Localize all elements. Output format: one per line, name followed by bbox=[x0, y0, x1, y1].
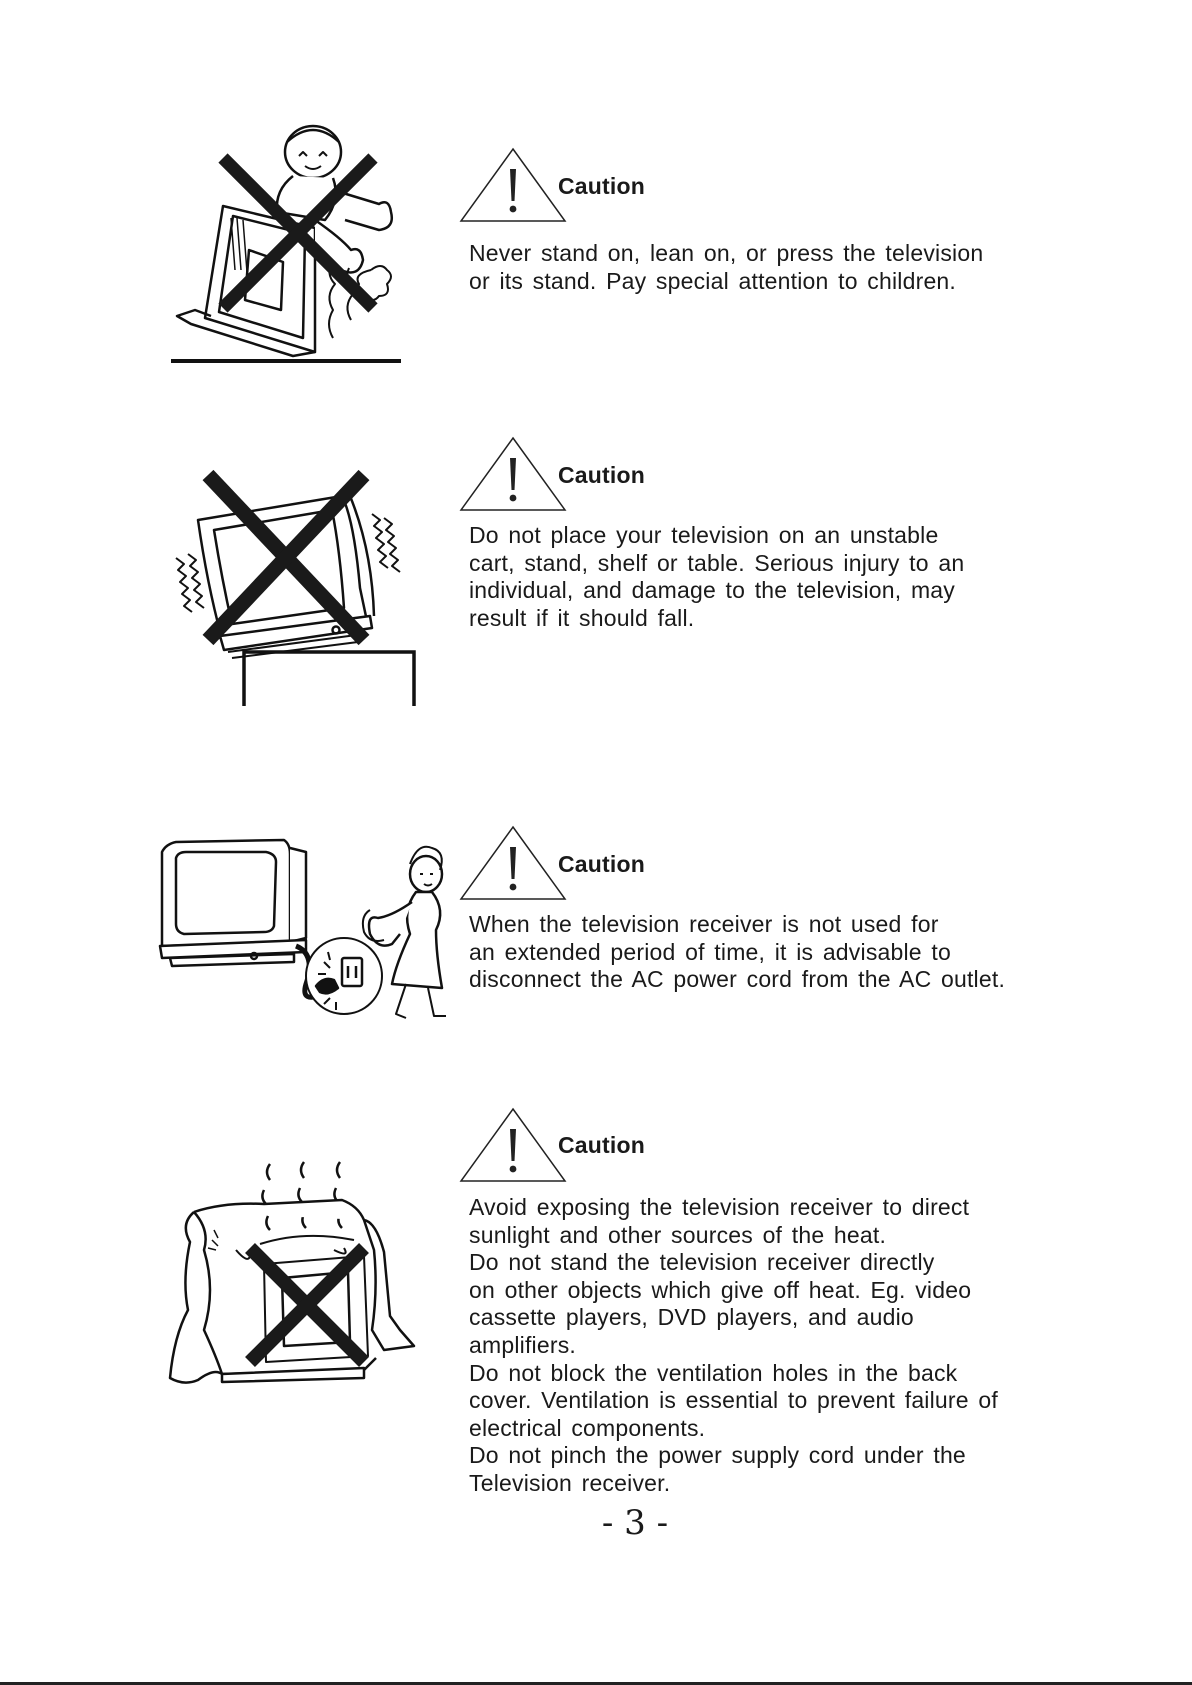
text-line: Do not stand the television receiver directly bbox=[469, 1249, 935, 1276]
text-line: an extended period of time, it is advisable to bbox=[469, 938, 951, 965]
warning-triangle-icon bbox=[459, 147, 567, 223]
caution-text bbox=[469, 1194, 1069, 1498]
caution-heading: Caution bbox=[558, 173, 645, 199]
warning-triangle-icon bbox=[459, 436, 567, 512]
text-line: individual, and damage to the television, may bbox=[469, 577, 956, 604]
caution-heading: Caution bbox=[558, 851, 645, 877]
text-line: cover. Ventilation is essential to prevent failure of bbox=[469, 1387, 998, 1414]
warning-triangle-icon bbox=[459, 1107, 567, 1183]
covered-tv-overheating-prohibited-icon bbox=[164, 1160, 424, 1400]
text-line: Never stand on, lean on, or press the television bbox=[469, 240, 984, 266]
caution-text bbox=[469, 911, 1069, 994]
caution-heading: Caution bbox=[558, 462, 645, 488]
text-line: disconnect the AC power cord from the AC outlet. bbox=[469, 966, 1006, 993]
caution-text bbox=[469, 522, 1069, 632]
text-line: Do not pinch the power supply cord under the bbox=[469, 1442, 966, 1469]
tv-on-unstable-stand-prohibited-icon bbox=[168, 460, 438, 710]
text-line: When the television receiver is not used for bbox=[469, 911, 939, 937]
text-line: cart, stand, shelf or table. Serious injury to an bbox=[469, 549, 965, 576]
text-line: result if it should fall. bbox=[469, 604, 695, 631]
caution-text bbox=[469, 240, 1069, 295]
warning-triangle-icon bbox=[459, 825, 567, 901]
text-line: Television receiver. bbox=[469, 1469, 671, 1496]
page-number: - 3 - bbox=[601, 1503, 669, 1543]
text-line: Do not block the ventilation holes in the back bbox=[469, 1359, 958, 1386]
text-line: cassette players, DVD players, and audio bbox=[469, 1304, 914, 1331]
text-line: Avoid exposing the television receiver to direct bbox=[469, 1194, 970, 1220]
text-line: electrical components. bbox=[469, 1414, 706, 1441]
caution-heading: Caution bbox=[558, 1132, 645, 1158]
text-line: sunlight and other sources of the heat. bbox=[469, 1221, 887, 1248]
child-leaning-on-tv-prohibited-icon bbox=[165, 120, 445, 370]
text-line: or its stand. Pay special attention to children. bbox=[469, 267, 957, 294]
text-line: Do not place your television on an unstable bbox=[469, 522, 939, 548]
text-line: amplifiers. bbox=[469, 1331, 577, 1358]
text-line: on other objects which give off heat. Eg. video bbox=[469, 1276, 972, 1303]
unplug-power-cord-icon bbox=[156, 834, 456, 1024]
